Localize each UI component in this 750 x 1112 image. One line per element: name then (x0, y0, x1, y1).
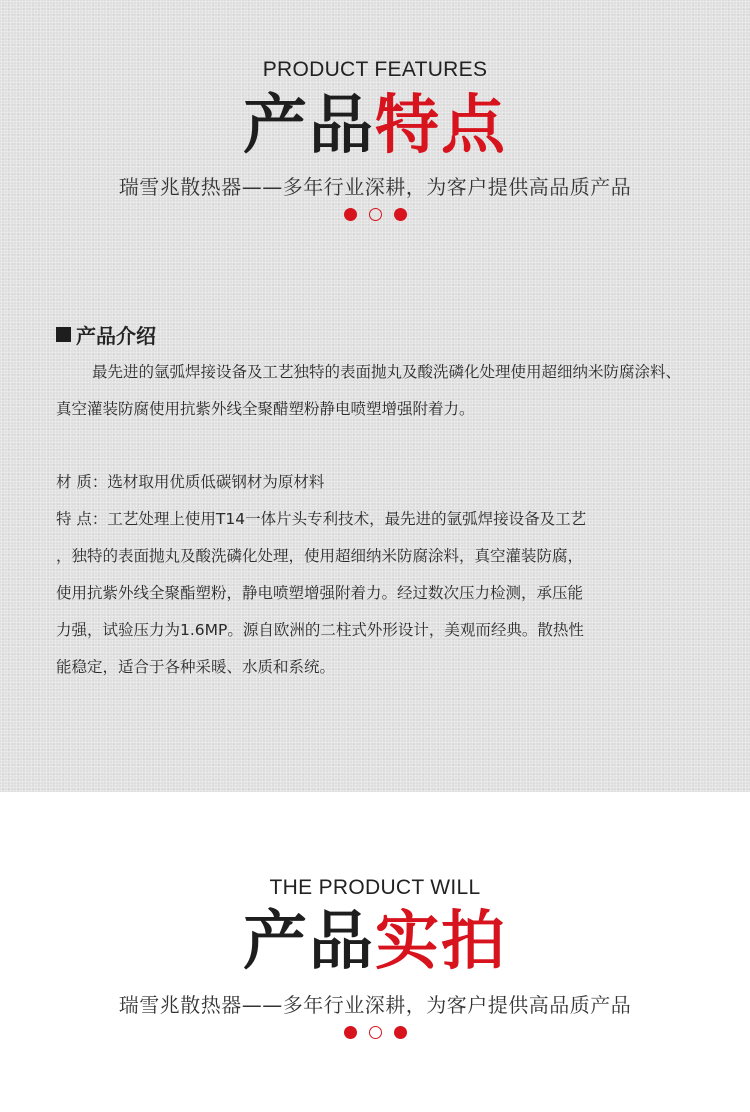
photos-en-title: THE PRODUCT WILL (269, 876, 481, 899)
dot-filled-icon (344, 208, 357, 221)
dot-filled-icon (394, 1026, 407, 1039)
intro-heading (56, 320, 156, 349)
material-line: 材 质：选材取用优质低碳钢材为原材料 (56, 473, 325, 491)
photos-cn-title-dark: 产品 (243, 905, 375, 979)
features-slogan: 瑞雪兆散热器——多年行业深耕，为客户提供高品质产品 (118, 175, 632, 199)
features-en-title: PRODUCT FEATURES (262, 58, 488, 81)
dot-filled-icon (394, 208, 407, 221)
intro-heading-text: 产品介绍 (76, 324, 156, 348)
features-line-5: 能稳定，适合于各种采暖、水质和系统。 (56, 658, 336, 676)
features-dot-divider (0, 208, 750, 222)
dot-hollow-icon (369, 208, 382, 221)
photos-slogan: 瑞雪兆散热器——多年行业深耕，为客户提供高品质产品 (118, 993, 632, 1017)
dot-hollow-icon (369, 1026, 382, 1039)
square-bullet-icon (56, 327, 71, 342)
dot-filled-icon (344, 1026, 357, 1039)
features-line-2: ，独特的表面抛丸及酸洗磷化处理，使用超细纳米防腐涂料，真空灌装防腐， (56, 547, 584, 565)
photos-cn-title-red: 实拍 (375, 905, 507, 979)
features-cn-title-dark: 产品 (243, 89, 375, 163)
features-line-1: 特 点：工艺处理上使用T14一体片头专利技术，最先进的氩弧焊接设备及工艺 (56, 510, 587, 528)
features-cn-title-red: 特点 (375, 89, 507, 163)
features-cn-title (0, 89, 750, 163)
features-line-3: 使用抗紫外线全聚酯塑粉，静电喷塑增强附着力。经过数次压力检测，承压能 (56, 584, 584, 602)
photos-section (0, 792, 750, 1112)
photos-cn-title (0, 905, 750, 979)
photos-dot-divider (0, 1026, 750, 1040)
features-line-4: 力强，试验压力为1.6MP。源自欧洲的二柱式外形设计，美观而经典。散热性 (56, 621, 584, 639)
intro-paragraph: 最先进的氩弧焊接设备及工艺独特的表面抛丸及酸洗磷化处理使用超细纳米防腐涂料、真空灌装防腐使用抗紫外线全聚醋塑粉静电喷塑增强附着力。 (56, 363, 682, 418)
